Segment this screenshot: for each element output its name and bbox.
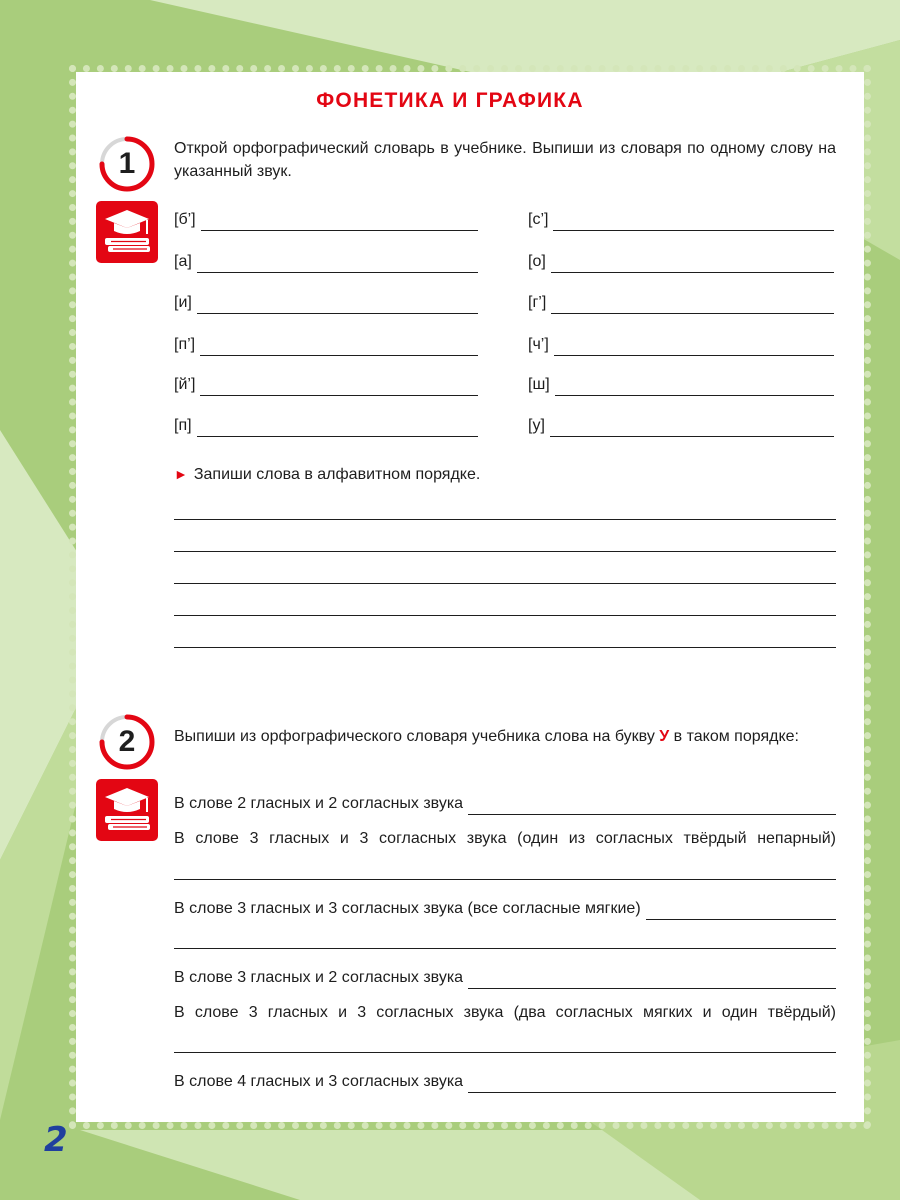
answer-slot[interactable] [174, 290, 478, 314]
answer-line[interactable] [174, 551, 836, 552]
instruction-text: в таком порядке: [669, 728, 799, 745]
sound-label: [г’] [528, 294, 547, 311]
answer-slot[interactable] [174, 332, 478, 356]
answer-line[interactable] [174, 615, 836, 616]
sound-label: [ш] [528, 376, 550, 393]
answer-line[interactable] [200, 379, 478, 396]
answer-line[interactable] [174, 948, 836, 949]
task-1-number-badge [98, 135, 156, 193]
task-1-sub-instruction [174, 463, 480, 486]
sub-instruction-text: Запиши слова в алфавитном порядке. [193, 466, 481, 483]
item-text: В слове 3 гласных и 3 согласных звука (один из согласных твёрдый непарный) [174, 830, 836, 847]
worksheet [84, 80, 856, 1114]
red-triangle-bullet-icon: ► [174, 466, 188, 482]
answer-slot[interactable] [528, 413, 834, 437]
sound-label: [ч’] [528, 336, 549, 353]
task-2-number: 2 [118, 725, 136, 758]
item-text: В слове 3 гласных и 3 согласных звука (все согласные мягкие) [174, 900, 641, 917]
task-2-item[interactable] [174, 896, 836, 920]
task-2-item [174, 1000, 836, 1024]
sound-label: [у] [528, 417, 545, 434]
page-title: ФОНЕТИКА И ГРАФИКА [316, 89, 584, 112]
sound-label: [п’] [174, 336, 196, 353]
answer-line[interactable] [201, 214, 478, 231]
answer-line[interactable] [555, 379, 834, 396]
answer-line[interactable] [468, 972, 836, 989]
graduation-cap-books-icon [96, 201, 158, 263]
task-1-number: 1 [118, 147, 136, 180]
answer-slot[interactable] [528, 372, 834, 396]
sound-label: [о] [528, 253, 546, 270]
instruction-text: Выпиши из орфографического словаря учебника слова на букву [174, 728, 660, 745]
item-text: В слове 3 гласных и 3 согласных звука (два согласных мягких и один твёрдый) [174, 1004, 836, 1021]
sound-label: [б’] [174, 211, 196, 228]
answer-line[interactable] [468, 1076, 836, 1093]
item-text: В слове 4 гласных и 3 согласных звука [174, 1073, 464, 1090]
answer-line[interactable] [197, 420, 478, 437]
answer-line[interactable] [551, 256, 834, 273]
item-text: В слове 2 гласных и 2 согласных звука [174, 795, 464, 812]
answer-line[interactable] [174, 583, 836, 584]
answer-slot[interactable] [174, 413, 478, 437]
answer-slot[interactable] [174, 207, 478, 231]
answer-line[interactable] [200, 339, 478, 356]
sound-label: [с’] [528, 211, 549, 228]
answer-line[interactable] [174, 647, 836, 648]
task-2-item[interactable] [174, 965, 836, 989]
answer-slot[interactable] [528, 332, 834, 356]
answer-line[interactable] [197, 297, 478, 314]
instruction-letter: У [659, 728, 670, 745]
task-2-item[interactable] [174, 1069, 836, 1093]
answer-line[interactable] [174, 1052, 836, 1053]
task-2-instruction [174, 725, 836, 748]
answer-line[interactable] [550, 420, 834, 437]
task-2-item [174, 826, 836, 850]
answer-line[interactable] [197, 256, 478, 273]
task-1-instruction: Открой орфографический словарь в учебнике. Выпиши из словаря по одному слову на указанный звук. [174, 140, 836, 180]
item-text: В слове 3 гласных и 2 согласных звука [174, 969, 464, 986]
answer-slot[interactable] [528, 207, 834, 231]
page-number: 2 [44, 1120, 68, 1160]
sound-label: [и] [174, 294, 192, 311]
answer-line[interactable] [174, 519, 836, 520]
answer-line[interactable] [646, 903, 836, 920]
sound-label: [п] [174, 417, 192, 434]
answer-slot[interactable] [528, 249, 834, 273]
sound-label: [а] [174, 253, 192, 270]
answer-line[interactable] [553, 214, 834, 231]
graduation-cap-books-icon [96, 779, 158, 841]
task-2-number-badge [98, 713, 156, 771]
answer-line[interactable] [468, 798, 836, 815]
answer-line[interactable] [554, 339, 834, 356]
task-2-item[interactable] [174, 791, 836, 815]
answer-line[interactable] [551, 297, 834, 314]
answer-slot[interactable] [528, 290, 834, 314]
sound-label: [й’] [174, 376, 196, 393]
answer-line[interactable] [174, 879, 836, 880]
answer-slot[interactable] [174, 372, 478, 396]
answer-slot[interactable] [174, 249, 478, 273]
